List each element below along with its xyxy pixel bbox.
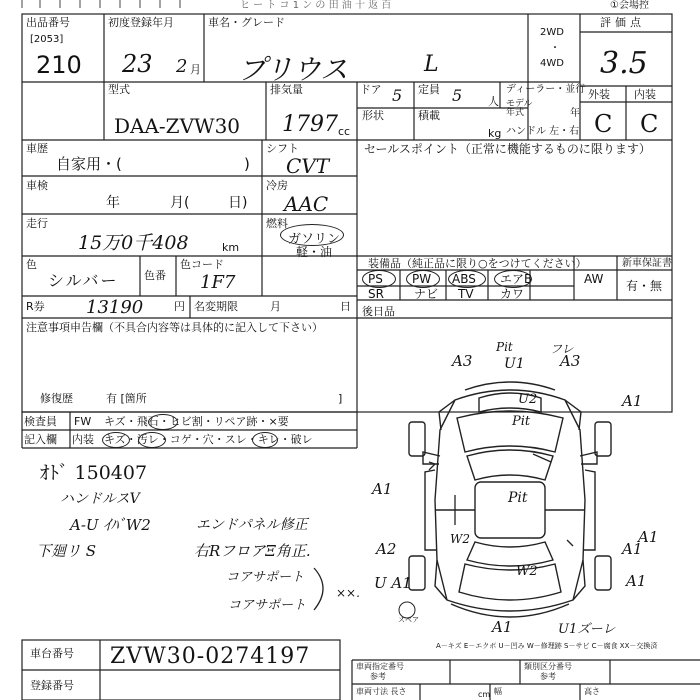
inspector-label2: 記入欄: [24, 433, 57, 446]
displacement-label: 排気量: [270, 83, 303, 96]
chassis-number: ZVW30-0274197: [110, 644, 311, 669]
damage-mark-a3-left: A3: [452, 352, 473, 370]
color-code: 1F7: [200, 272, 236, 293]
capacity-label: 定員: [418, 83, 440, 96]
model-name: プリウス: [238, 53, 349, 86]
shape-label: 形状: [362, 109, 384, 122]
model-name-label: 車名・グレード: [208, 16, 285, 29]
remark-xx: ××.: [336, 586, 360, 600]
damage-mark-u2-hood: U2: [518, 392, 538, 407]
recycle-label: R券: [26, 300, 45, 313]
spare-tire-label: スペア: [398, 616, 419, 624]
damage-mark-fure: フレ: [550, 342, 574, 356]
type-code-label: 型式: [108, 83, 130, 96]
color-value: シルバー: [48, 271, 119, 290]
displacement-unit: cc: [338, 125, 351, 138]
mileage-label: 走行: [26, 217, 48, 230]
repair-close: ]: [338, 392, 343, 405]
damage-mark-pit-roof: Pit: [508, 490, 528, 506]
color-label: 色: [26, 258, 37, 271]
chassis-label: 車台番号: [30, 647, 74, 660]
inspector-row2: キズ・汚レ・コゲ・穴・スレ・キレ・破レ: [104, 433, 313, 446]
damage-mark-a3-right: A3: [560, 352, 581, 370]
exterior-label: 外装: [588, 88, 610, 101]
damage-mark-a1-rr: A1: [622, 540, 643, 558]
score-value: 3.5: [600, 46, 648, 81]
type-code: DAA-ZVW30: [114, 114, 241, 138]
inspection-month: 月(: [170, 195, 190, 211]
damage-mark-a1-bottom: A1: [492, 618, 513, 636]
fuel-selected-circle: [280, 224, 344, 246]
mileage: 15万0千408: [78, 232, 189, 254]
interior-label: 内装: [634, 88, 656, 101]
usage-value: 自家用・(: [56, 155, 122, 173]
displacement: 1797: [282, 112, 338, 137]
damage-mark-ua1: U A1: [374, 574, 412, 592]
damage-mark-pit-top: Pit: [496, 340, 513, 354]
lot-number: 210: [36, 51, 82, 79]
remark-handle: ハンドルスV: [60, 491, 140, 507]
inspector-scratch-circle: [102, 432, 130, 448]
drive-2wd: 2WD: [540, 27, 564, 38]
equip-airbag: エアB: [500, 272, 533, 286]
inspector-row1-head: FW: [74, 415, 92, 428]
remark-core-support1: コアサポート: [226, 570, 305, 585]
fuel-selected: ガソリン: [288, 232, 341, 247]
interior-value: C: [640, 110, 659, 138]
damage-mark-a1-right: A1: [638, 528, 659, 546]
damage-legend: A－キズ E－エクボ U－凹み W－修理跡 S－サビ C－腐食 XX－交換済: [436, 642, 658, 650]
fuel-label: 燃料: [266, 217, 288, 230]
top-header-marks: ヒ ー ト コ 1 ン の 田 油 十 返 百: [240, 0, 392, 11]
drive-dot: ・: [550, 43, 560, 54]
size-width-label: 幅: [494, 687, 502, 696]
damage-mark-w2-trunk: W2: [516, 564, 538, 579]
damage-mark-a1-left: A1: [372, 480, 393, 498]
capacity: 5: [452, 86, 463, 105]
damage-mark-a1-rear-right: A1: [626, 572, 647, 590]
usage-label: 車歴: [26, 142, 48, 155]
size-length-label: 車両寸法 長さ: [356, 687, 407, 696]
warranty-value: 有・無: [626, 279, 663, 293]
model-year-label1: モデル: [506, 99, 533, 109]
sales-points-label: セールスポイント（正常に機能するものに限ります）: [364, 142, 651, 156]
name-change-label: 名変期限: [194, 300, 238, 313]
equip-sr: SR: [368, 287, 384, 301]
inspector-wear-circle: [252, 432, 278, 448]
equip-pw-circle: [406, 270, 440, 288]
equip-abs-circle: [448, 270, 486, 288]
usage-close: ): [244, 155, 250, 173]
repair-label: 修復歴: [40, 392, 73, 405]
remark-underbody: 下廻リ S: [36, 542, 97, 560]
grade: L: [424, 52, 439, 77]
name-change-day: 日: [340, 300, 351, 313]
damage-mark-pit-glass: Pit: [512, 414, 531, 429]
size-height-label: 高さ: [584, 687, 600, 696]
doors: 5: [392, 86, 403, 105]
equip-abs: ABS: [452, 272, 476, 286]
remark-a-u: A-U ｲﾊﾞW2: [70, 516, 151, 534]
category-ref: 参考: [540, 672, 556, 681]
registration-month: 2: [176, 56, 188, 77]
ac-label: 冷房: [266, 179, 288, 192]
name-change-month: 月: [270, 300, 281, 313]
inspector-label1: 検査員: [24, 415, 57, 428]
model-year-unit: 年: [570, 108, 580, 119]
load-label: 積載: [418, 109, 440, 122]
remark-odometer: ｵﾄﾞ 150407: [40, 462, 148, 484]
equip-leather: カワ: [500, 287, 525, 301]
remark-floor: 右RフロアΞ角正.: [194, 542, 311, 560]
designated-number-label: 車両指定番号: [356, 662, 404, 671]
model-year-label2: 年式: [506, 108, 525, 118]
color-number-label: 色番: [144, 269, 166, 282]
load-unit: kg: [488, 127, 502, 140]
inspector-stone-circle: [148, 414, 178, 430]
designated-ref: 参考: [370, 672, 386, 681]
ac-value: AAC: [284, 192, 329, 216]
damage-mark-a2: A2: [376, 540, 397, 558]
equipment-label: 装備品（純正品に限り○をつけてください）: [368, 257, 587, 270]
warranty-label: 新車保証書: [622, 258, 672, 269]
remark-core-support2: コアサポート: [228, 598, 307, 613]
capacity-unit: 人: [488, 95, 499, 108]
handle-label: ハンドル 左・右: [506, 126, 580, 137]
remark-bracket: [310, 564, 336, 614]
lot-code: [2053]: [30, 34, 64, 45]
damage-mark-u1-top: U1: [504, 356, 525, 372]
registration-label: 初度登録年月: [108, 16, 174, 29]
inspector-row1: キズ・飛石・ヒビ割・リペア跡・×要: [104, 415, 289, 428]
damage-mark-a1-fr: A1: [622, 392, 643, 410]
equip-tv: TV: [458, 287, 474, 301]
venue-copy-label: ①会場控: [610, 0, 649, 11]
dealer-label: ディーラー・並行: [506, 84, 586, 95]
recycle-unit: 円: [174, 300, 185, 313]
shift-label: シフト: [266, 142, 299, 155]
equip-ps: PS: [368, 272, 383, 286]
damage-mark-w2-left: W2: [450, 532, 470, 546]
equip-airbag-circle: [494, 270, 532, 288]
rear-items-label: 後日品: [362, 305, 395, 318]
inspector-row2-head: 内装: [72, 433, 94, 446]
size-cm: cm: [478, 690, 491, 699]
fuel-other: 軽・油: [296, 245, 333, 259]
mileage-unit: km: [222, 241, 240, 254]
category-number-label: 類別区分番号: [524, 662, 572, 671]
notes-label: 注意事項申告欄（不具合内容等は具体的に記入して下さい）: [26, 321, 323, 334]
registration-month-unit: 月: [190, 63, 201, 76]
doors-label: ドア: [360, 83, 382, 96]
recycle-value: 13190: [86, 297, 144, 318]
equip-pw: PW: [412, 272, 432, 286]
drive-4wd: 4WD: [540, 58, 564, 69]
shift-value: CVT: [286, 154, 330, 178]
exterior-value: C: [594, 110, 613, 138]
inspection-year: 年: [106, 195, 120, 211]
equip-aw: AW: [584, 272, 604, 286]
color-code-label: 色コード: [180, 258, 224, 271]
equip-ps-circle: [362, 270, 396, 288]
equip-navi: ナビ: [414, 287, 439, 301]
score-label: 評価点: [600, 16, 645, 29]
damage-mark-u1-zure: U1ズーレ: [558, 622, 616, 637]
registration-no-label: 登録番号: [30, 679, 74, 692]
inspector-dirt-circle: [138, 432, 166, 448]
lot-label: 出品番号: [26, 16, 70, 29]
remark-end-panel: エンドパネル修正: [196, 517, 308, 533]
repair-value: 有 [箇所: [106, 392, 147, 405]
inspection-day: 日): [228, 195, 248, 211]
inspection-label: 車検: [26, 179, 48, 192]
registration-year: 23: [122, 50, 153, 78]
